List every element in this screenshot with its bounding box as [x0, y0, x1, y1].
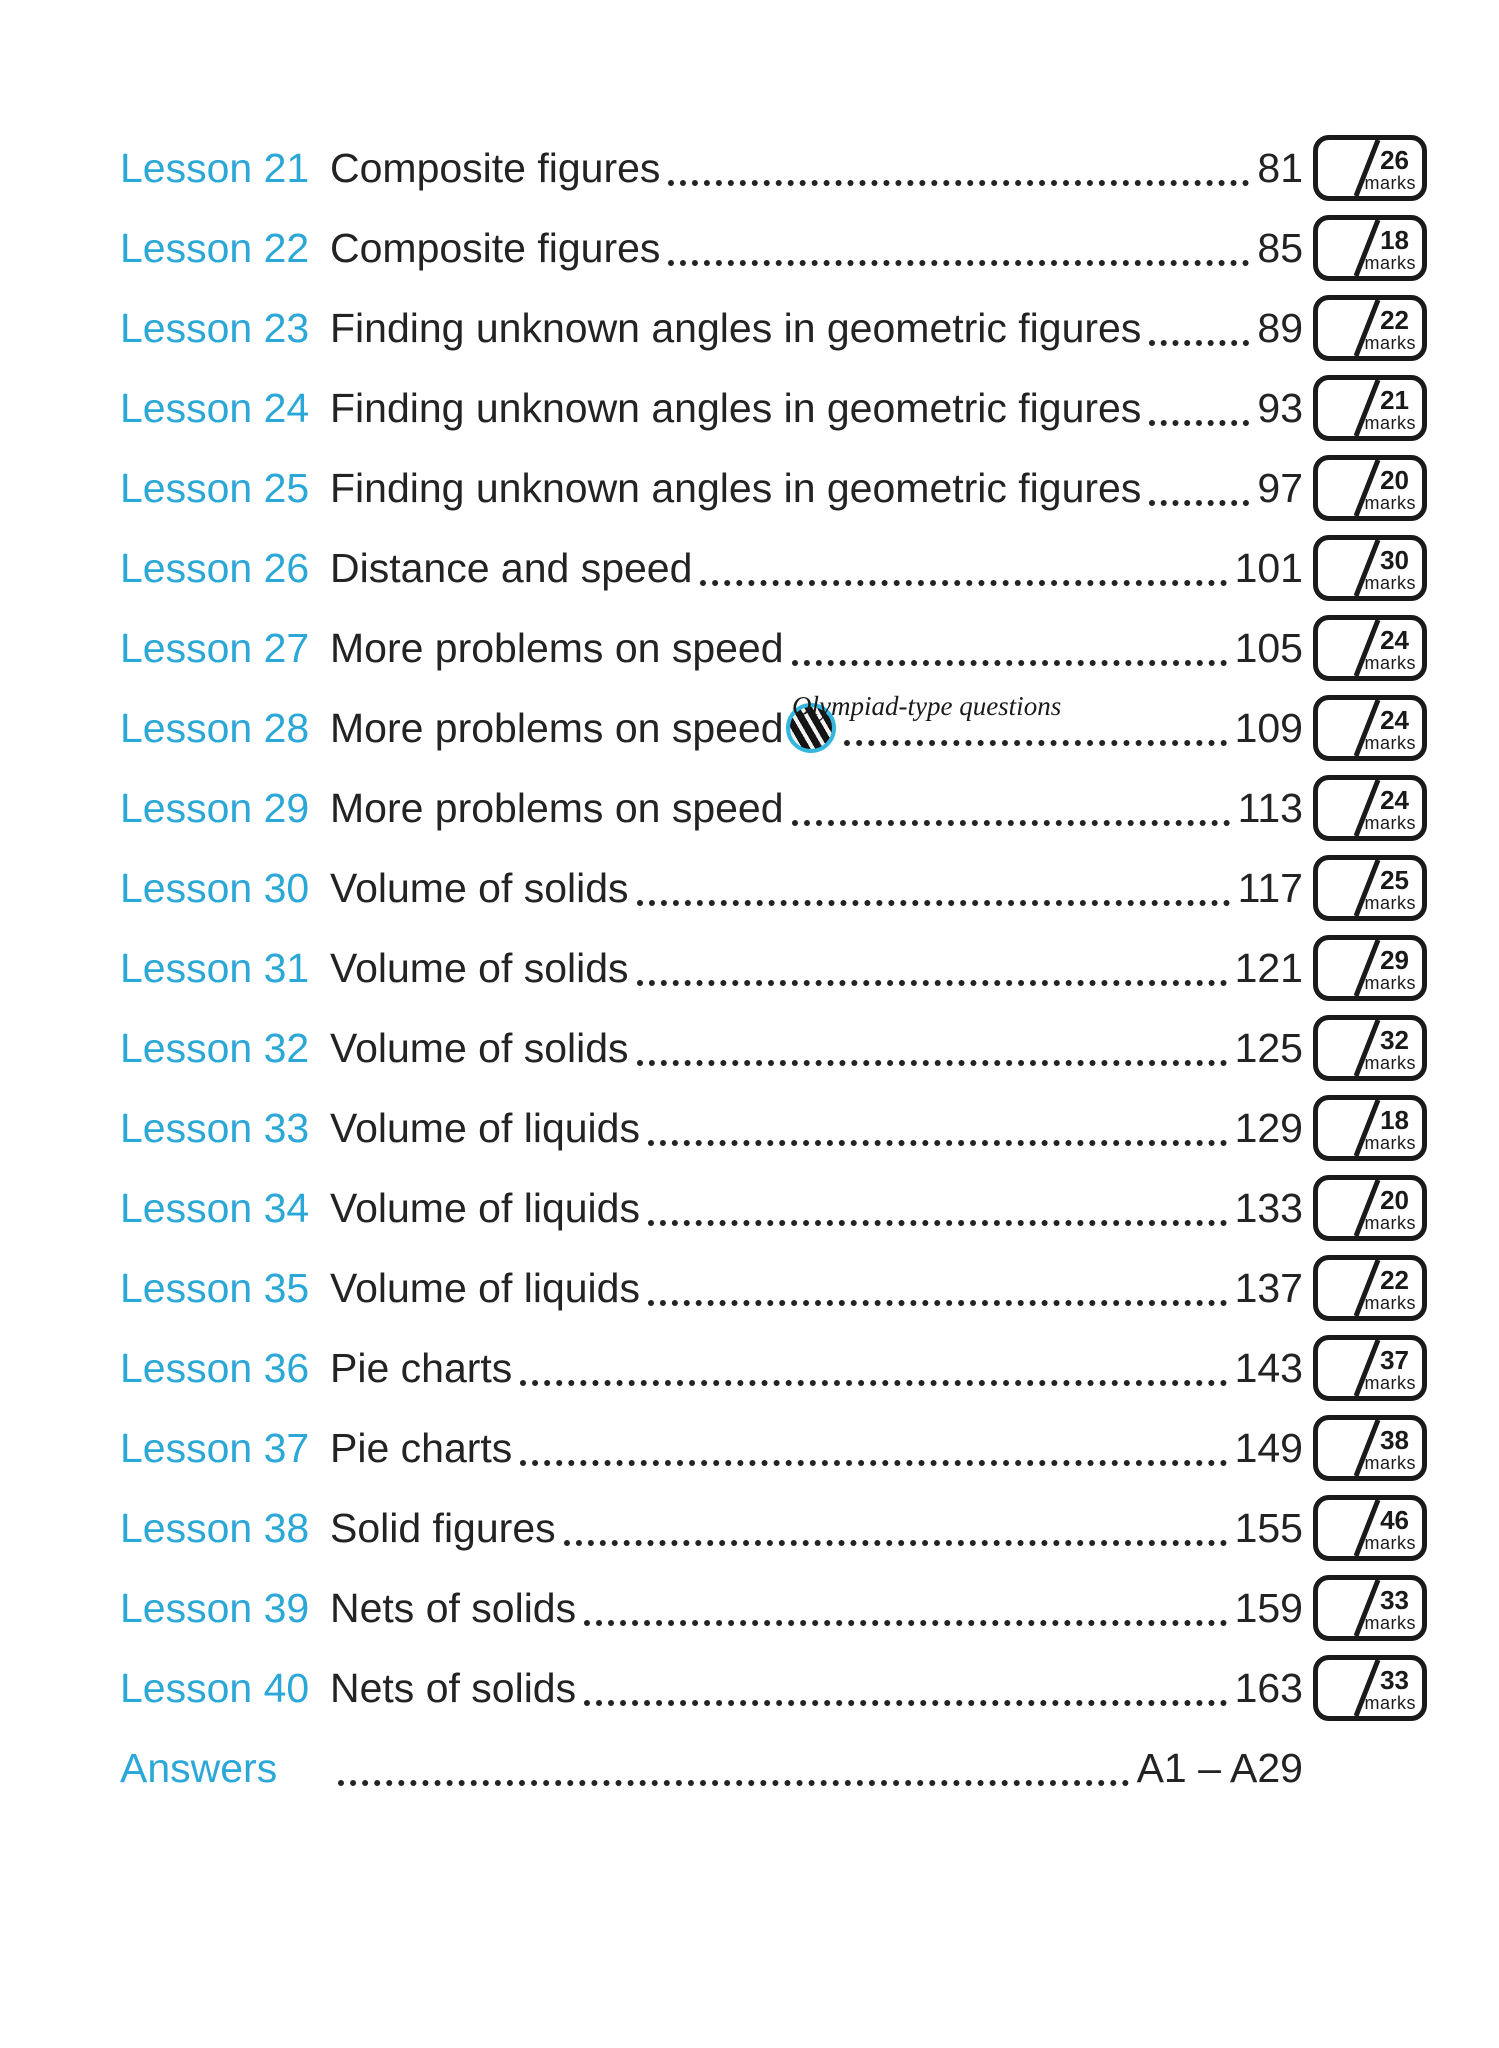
- table-row: [120, 1568, 1427, 1648]
- marks-unit-label: marks: [1364, 413, 1416, 433]
- marks-unit-label: marks: [1364, 813, 1416, 833]
- page-number: 109: [1234, 704, 1303, 751]
- marks-box: [1313, 1415, 1427, 1481]
- table-row: [120, 1728, 1427, 1808]
- marks-unit-label: marks: [1364, 653, 1416, 673]
- marks-box: [1313, 375, 1427, 441]
- marks-box: [1313, 1495, 1427, 1561]
- page-number: 163: [1234, 1664, 1303, 1711]
- dot-leader: [637, 980, 1227, 986]
- marks-box: [1313, 295, 1427, 361]
- table-row: [120, 1328, 1427, 1408]
- table-row: [120, 368, 1427, 448]
- table-row: [120, 208, 1427, 288]
- marks-value: 38: [1380, 1425, 1409, 1455]
- table-row: [120, 288, 1427, 368]
- lesson-label: Lesson 30: [120, 864, 310, 911]
- marks-value: 20: [1380, 1185, 1409, 1215]
- lesson-label: Lesson 22: [120, 224, 310, 271]
- table-row: [120, 768, 1427, 848]
- table-row: [120, 928, 1427, 1008]
- marks-box: [1313, 455, 1427, 521]
- marks-unit-label: marks: [1364, 1133, 1416, 1153]
- lesson-title: Finding unknown angles in geometric figures: [330, 384, 1142, 431]
- table-row: [120, 688, 1427, 768]
- marks-unit-label: marks: [1364, 1213, 1416, 1233]
- table-row: [120, 1248, 1427, 1328]
- marks-box: [1313, 215, 1427, 281]
- marks-unit-label: marks: [1364, 1533, 1416, 1553]
- marks-unit-label: marks: [1364, 1373, 1416, 1393]
- dot-leader: [584, 1700, 1226, 1706]
- page-number: 137: [1234, 1264, 1303, 1311]
- dot-leader: [648, 1300, 1227, 1306]
- page-number: 93: [1257, 384, 1303, 431]
- marks-value: 30: [1380, 545, 1409, 575]
- lesson-label: Lesson 29: [120, 784, 310, 831]
- dot-leader: [792, 820, 1230, 826]
- marks-unit-label: marks: [1364, 1613, 1416, 1633]
- marks-unit-label: marks: [1364, 893, 1416, 913]
- lesson-title: Composite figures: [330, 224, 661, 271]
- marks-unit-label: marks: [1364, 573, 1416, 593]
- marks-unit-label: marks: [1364, 493, 1416, 513]
- lesson-title: Nets of solids: [330, 1664, 577, 1711]
- page-number: 129: [1234, 1104, 1303, 1151]
- page-number: 155: [1234, 1504, 1303, 1551]
- lesson-label: Lesson 33: [120, 1104, 310, 1151]
- marks-value: 24: [1380, 625, 1409, 655]
- lesson-label: Lesson 39: [120, 1584, 310, 1631]
- page-number: 105: [1234, 624, 1303, 671]
- marks-box: [1313, 1175, 1427, 1241]
- dot-leader: [792, 660, 1227, 666]
- marks-box: [1313, 135, 1427, 201]
- page-number: 113: [1237, 784, 1303, 831]
- marks-box: [1313, 935, 1427, 1001]
- dot-leader: [1149, 420, 1249, 426]
- marks-value: 24: [1380, 705, 1409, 735]
- lesson-label: Lesson 31: [120, 944, 310, 991]
- dot-leader: [338, 1780, 1129, 1786]
- lesson-label: Answers: [120, 1744, 278, 1791]
- marks-value: 29: [1380, 945, 1409, 975]
- lesson-title: Solid figures: [330, 1504, 556, 1551]
- marks-unit-label: marks: [1364, 173, 1416, 193]
- marks-value: 22: [1380, 305, 1409, 335]
- page-number: 121: [1234, 944, 1303, 991]
- lesson-title: Finding unknown angles in geometric figures: [330, 304, 1142, 351]
- marks-box: [1313, 1335, 1427, 1401]
- table-row: [120, 608, 1427, 688]
- lesson-label: Lesson 37: [120, 1424, 310, 1471]
- lesson-label: Lesson 36: [120, 1344, 310, 1391]
- dot-leader: [1149, 340, 1249, 346]
- marks-unit-label: marks: [1364, 973, 1416, 993]
- lesson-label: Lesson 25: [120, 464, 310, 511]
- page-number: 81: [1257, 144, 1303, 191]
- lesson-title: Pie charts: [330, 1344, 513, 1391]
- lesson-title: Volume of solids: [330, 1024, 629, 1071]
- marks-value: 21: [1380, 385, 1409, 415]
- marks-value: 32: [1380, 1025, 1409, 1055]
- marks-box: [1313, 775, 1427, 841]
- marks-value: 18: [1380, 1105, 1409, 1135]
- table-row: [120, 128, 1427, 208]
- marks-box: [1313, 1655, 1427, 1721]
- lesson-label: Lesson 34: [120, 1184, 310, 1231]
- toc-list: [120, 128, 1427, 1808]
- lesson-title: Volume of liquids: [330, 1104, 640, 1151]
- dot-leader: [700, 580, 1226, 586]
- lesson-title: Finding unknown angles in geometric figures: [330, 464, 1142, 511]
- marks-box: [1313, 695, 1427, 761]
- table-row: [120, 848, 1427, 928]
- marks-value: 22: [1380, 1265, 1409, 1295]
- dot-leader: [648, 1220, 1227, 1226]
- marks-box: [1313, 1255, 1427, 1321]
- dot-leader: [564, 1540, 1227, 1546]
- dot-leader: [1149, 500, 1249, 506]
- page-number: 97: [1257, 464, 1303, 511]
- marks-value: 20: [1380, 465, 1409, 495]
- lesson-label: Lesson 26: [120, 544, 310, 591]
- lesson-title: Distance and speed: [330, 544, 693, 591]
- marks-value: 37: [1380, 1345, 1409, 1375]
- table-row: [120, 1008, 1427, 1088]
- page-number: 133: [1234, 1184, 1303, 1231]
- lesson-label: Lesson 28: [120, 704, 310, 751]
- lesson-label: Lesson 35: [120, 1264, 310, 1311]
- table-row: [120, 448, 1427, 528]
- marks-unit-label: marks: [1364, 253, 1416, 273]
- page-number: 143: [1234, 1344, 1303, 1391]
- lesson-title: Volume of liquids: [330, 1264, 640, 1311]
- lesson-title: More problems on speed: [330, 624, 784, 671]
- page-number: 85: [1257, 224, 1303, 271]
- marks-value: 18: [1380, 225, 1409, 255]
- page-number: 149: [1234, 1424, 1303, 1471]
- lesson-title: Composite figures: [330, 144, 661, 191]
- lesson-label: Lesson 40: [120, 1664, 310, 1711]
- marks-unit-label: marks: [1364, 1453, 1416, 1473]
- dot-leader: [637, 900, 1230, 906]
- lesson-label: Lesson 32: [120, 1024, 310, 1071]
- lesson-label: Lesson 27: [120, 624, 310, 671]
- dot-leader: [844, 740, 1227, 746]
- dot-leader: [584, 1620, 1226, 1626]
- lesson-title: More problems on speed: [330, 704, 784, 751]
- dot-leader: [637, 1060, 1227, 1066]
- olympiad-stamp-text: Olympiad-type questions: [792, 691, 1062, 721]
- marks-unit-label: marks: [1364, 1293, 1416, 1313]
- marks-box: [1313, 615, 1427, 681]
- page-number: 101: [1234, 544, 1303, 591]
- lesson-title: Volume of liquids: [330, 1184, 640, 1231]
- marks-box: [1313, 1095, 1427, 1161]
- page-number: 89: [1257, 304, 1303, 351]
- table-row: [120, 1408, 1427, 1488]
- marks-box: [1313, 535, 1427, 601]
- table-row: [120, 1488, 1427, 1568]
- table-row: [120, 1168, 1427, 1248]
- lesson-title: Pie charts: [330, 1424, 513, 1471]
- lesson-label: Lesson 38: [120, 1504, 310, 1551]
- dot-leader: [520, 1380, 1226, 1386]
- marks-unit-label: marks: [1364, 1053, 1416, 1073]
- marks-value: 33: [1380, 1665, 1409, 1695]
- marks-box: [1313, 1575, 1427, 1641]
- table-row: [120, 1088, 1427, 1168]
- marks-value: 25: [1380, 865, 1409, 895]
- table-row: [120, 1648, 1427, 1728]
- table-row: [120, 528, 1427, 608]
- marks-box: [1313, 1015, 1427, 1081]
- lesson-label: Lesson 23: [120, 304, 310, 351]
- marks-value: 24: [1380, 785, 1409, 815]
- marks-unit-label: marks: [1364, 333, 1416, 353]
- marks-value: 33: [1380, 1585, 1409, 1615]
- page-number: 117: [1237, 864, 1303, 911]
- page-number: A1 – A29: [1136, 1744, 1303, 1791]
- lesson-title: Nets of solids: [330, 1584, 577, 1631]
- dot-leader: [520, 1460, 1226, 1466]
- marks-value: 46: [1380, 1505, 1409, 1535]
- dot-leader: [668, 180, 1249, 186]
- marks-unit-label: marks: [1364, 1693, 1416, 1713]
- marks-unit-label: marks: [1364, 733, 1416, 753]
- dot-leader: [668, 260, 1249, 266]
- page-number: 125: [1234, 1024, 1303, 1071]
- lesson-title: More problems on speed: [330, 784, 784, 831]
- lesson-title: Volume of solids: [330, 944, 629, 991]
- marks-box: [1313, 855, 1427, 921]
- page-number: 159: [1234, 1584, 1303, 1631]
- dot-leader: [648, 1140, 1227, 1146]
- lesson-label: Lesson 21: [120, 144, 310, 191]
- lesson-title: Volume of solids: [330, 864, 629, 911]
- marks-value: 26: [1380, 145, 1409, 175]
- lesson-label: Lesson 24: [120, 384, 310, 431]
